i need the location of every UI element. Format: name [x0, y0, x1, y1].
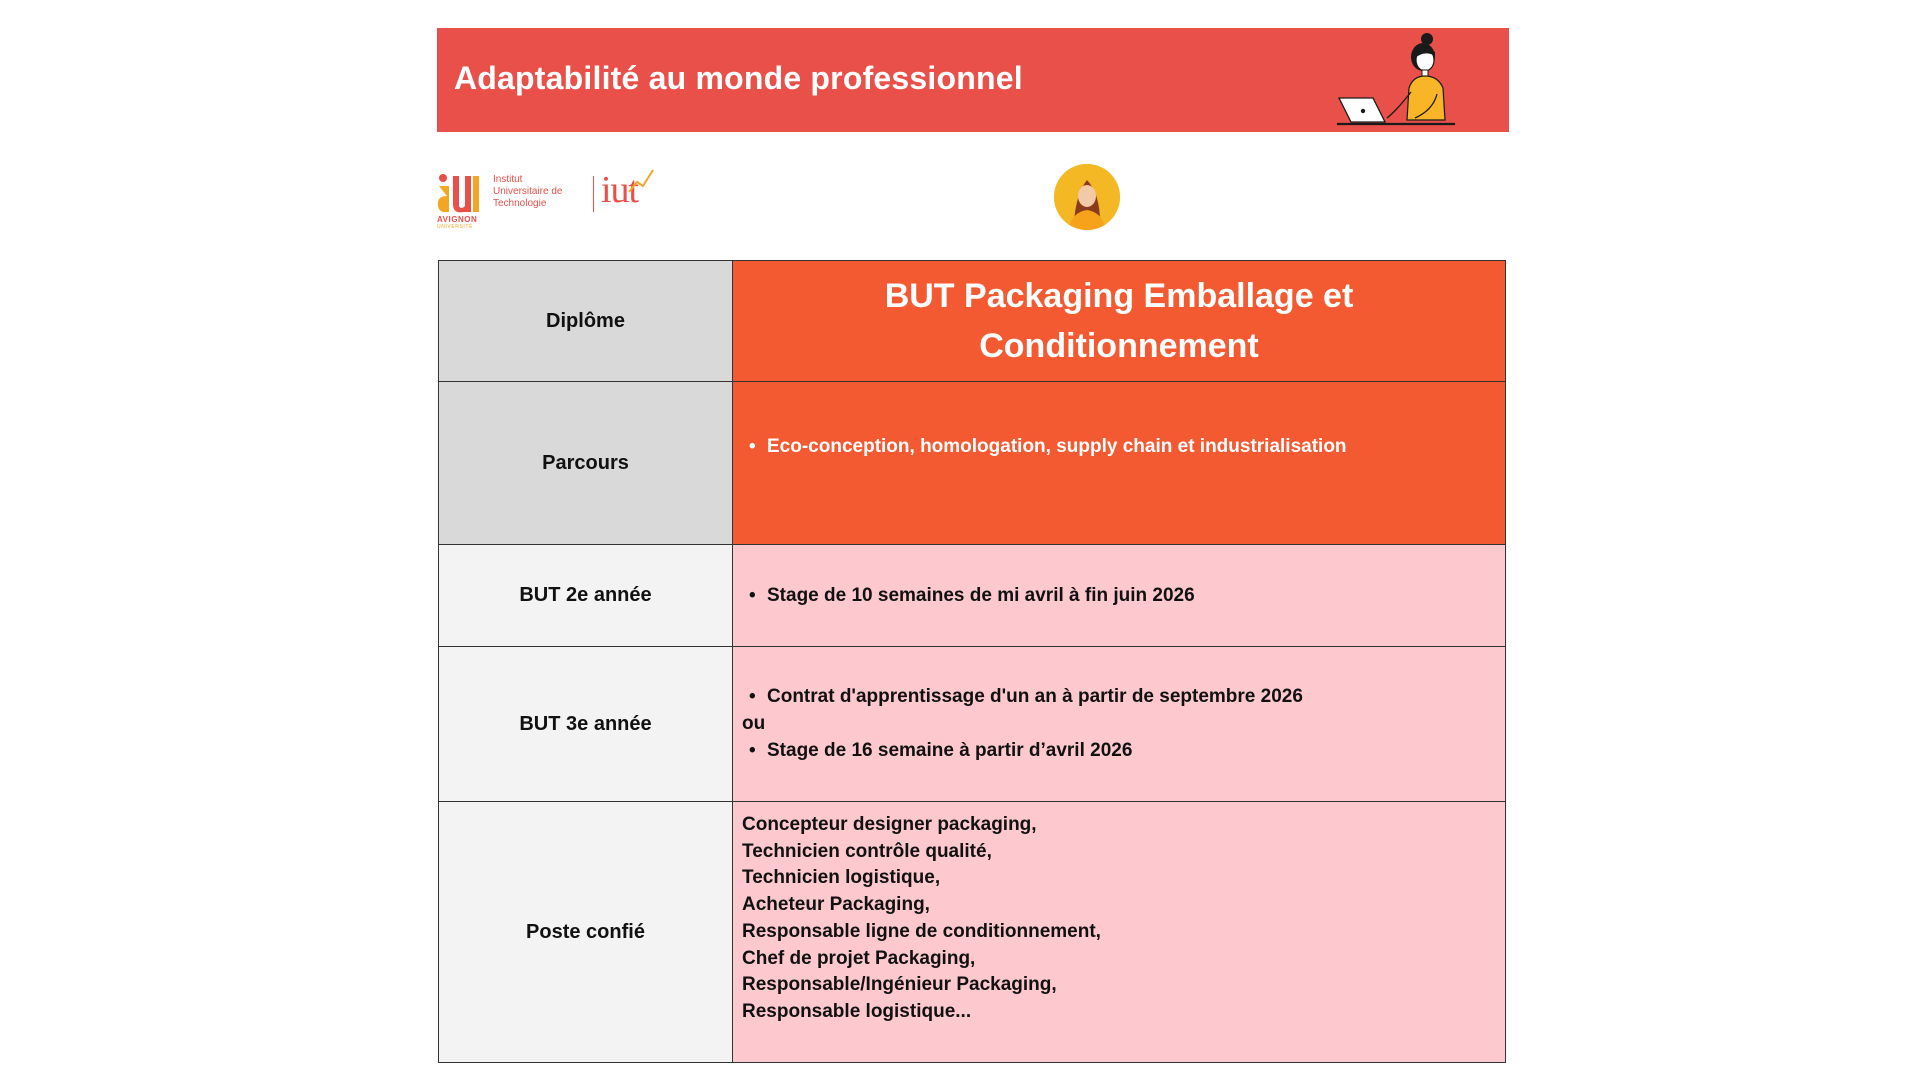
list-item: Concepteur designer packaging, [742, 814, 1037, 835]
list-item: Chef de projet Packaging, [742, 947, 976, 969]
table-row-but2 [439, 545, 1506, 647]
university-logo [437, 168, 647, 232]
list-item: Technicien logistique, [742, 867, 941, 889]
person-photo-icon [1054, 164, 1120, 230]
logo-institut-text: Institut Universitaire de Technologie [493, 174, 563, 209]
page-title: Adaptabilité au monde professionnel [454, 60, 1023, 96]
au-monogram-logo [437, 172, 483, 216]
connector-text: ou [742, 713, 766, 734]
row-label: Parcours [439, 382, 733, 545]
but2-cell [733, 545, 1506, 647]
table-row-parcours [439, 382, 1506, 545]
list-item: • Stage de 16 semaine à partir d’avril 2026 [749, 738, 1505, 764]
but3-cell [733, 647, 1506, 802]
row-label: BUT 2e année [439, 545, 733, 647]
row-label: BUT 3e année [439, 647, 733, 802]
logo-universite-text: UNIVERSITÉ [437, 224, 474, 230]
logo-growth-icon [627, 168, 655, 196]
degree-title: BUT Packaging Emballage et Conditionnement [884, 277, 1354, 365]
job-list [733, 812, 1505, 1026]
bullet-list [733, 738, 1505, 764]
table-row-diplome [439, 261, 1506, 382]
parcours-cell [733, 382, 1506, 545]
list-item: Responsable logistique... [742, 1000, 972, 1022]
poste-cell [733, 802, 1506, 1063]
list-item: • Eco-conception, homologation, supply chain et industrialisation [749, 434, 1505, 460]
row-label: Diplôme [439, 261, 733, 382]
bullet-list [733, 583, 1505, 609]
logo-iut-text: iut [601, 169, 639, 211]
bullet-list [733, 684, 1505, 710]
list-item: • Contrat d'apprentissage d'un an à partir de septembre 2026 [749, 684, 1505, 710]
avatar [1054, 164, 1120, 230]
list-item: Responsable/Ingénieur Packaging, [742, 974, 1057, 996]
list-item: Responsable ligne de conditionnement, [742, 920, 1101, 942]
list-item: Acheteur Packaging, [742, 894, 930, 916]
bullet-list [733, 434, 1505, 460]
degree-cell [733, 261, 1506, 382]
header-banner [437, 28, 1509, 132]
list-item: Technicien contrôle qualité, [742, 840, 992, 862]
table-row-poste [439, 802, 1506, 1063]
list-item: • Stage de 10 semaines de mi avril à fin juin 2026 [749, 583, 1505, 609]
info-table [438, 260, 1506, 1063]
logo-divider [593, 176, 594, 212]
row-label: Poste confié [439, 802, 733, 1063]
logo-avignon-text: AVIGNON [437, 215, 478, 224]
woman-at-laptop-illustration [1337, 30, 1467, 130]
table-row-but3 [439, 647, 1506, 802]
